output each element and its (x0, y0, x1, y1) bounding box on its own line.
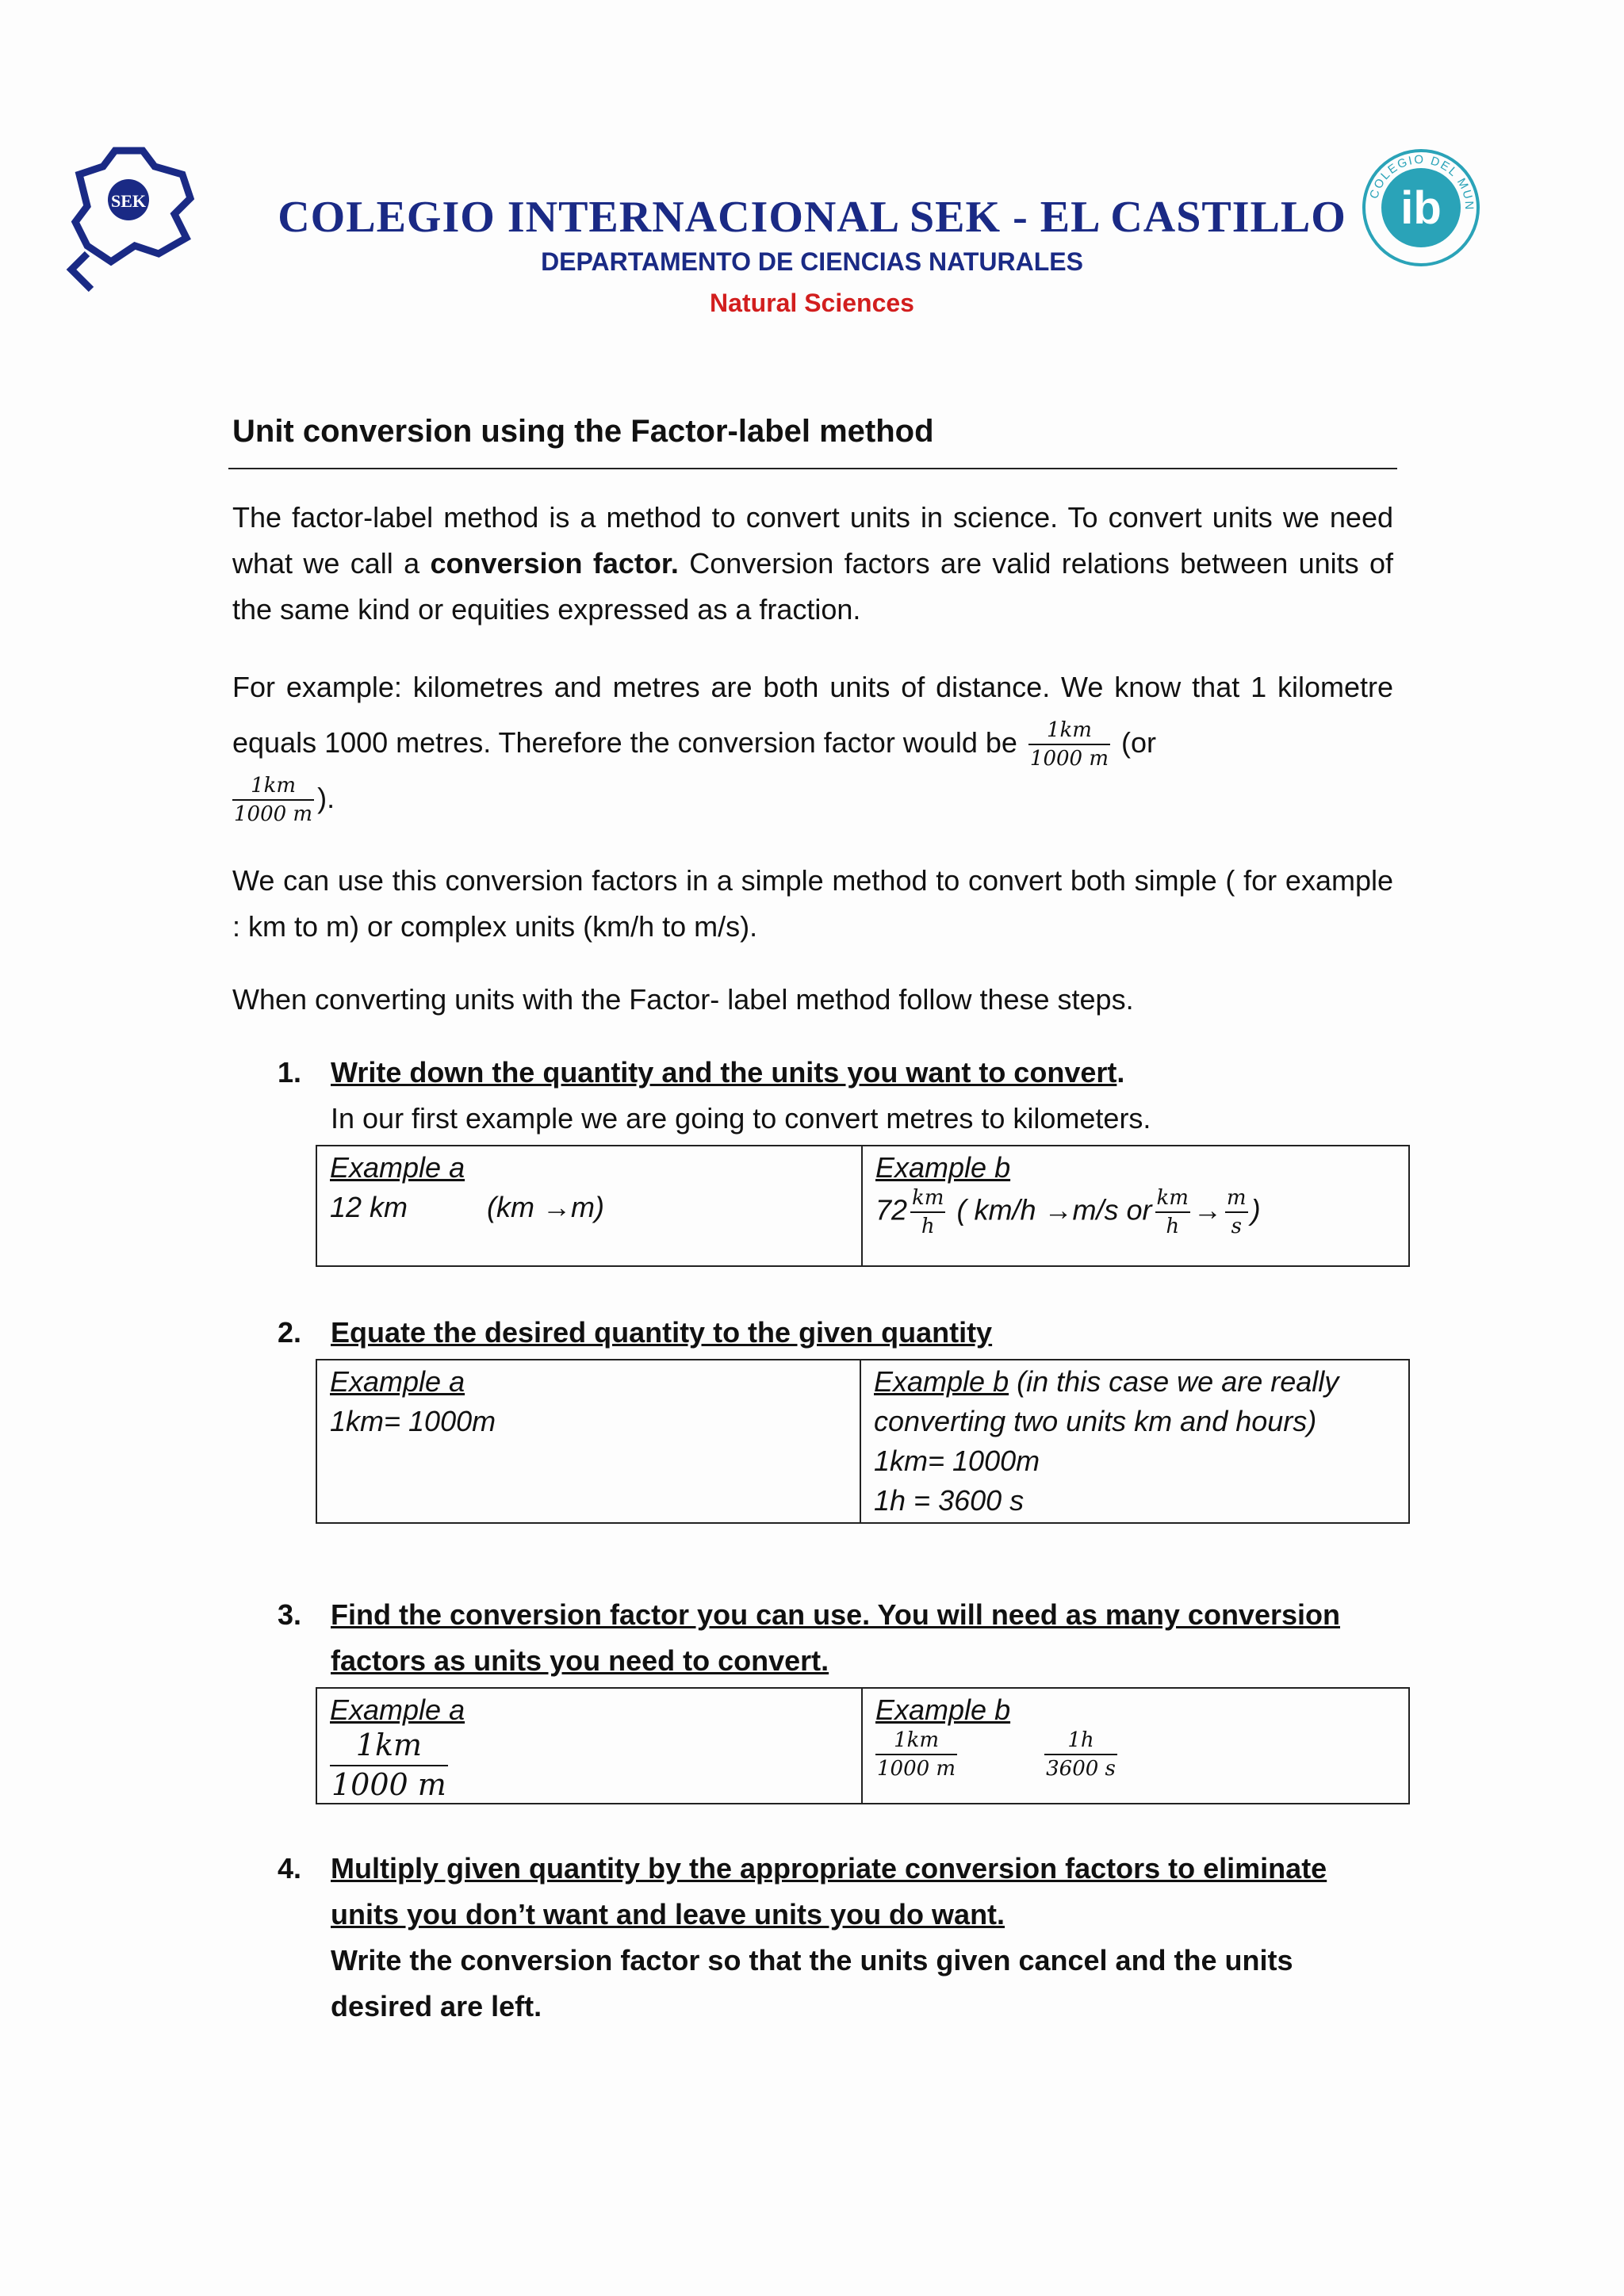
step-3-example-b: Example b $\frac{1km}{1000 m}$ $\frac{1h}{3600 s}$ (862, 1688, 1409, 1804)
step-1-example-a: Example a 12 km (km →m) (316, 1146, 862, 1266)
step-2-table (316, 1359, 1410, 1524)
step-1-note: In our first example we are going to convert metres to kilometers. (331, 1102, 1151, 1135)
step-1-example-b: Example b 72 $\frac{km}{h}$ ( km/h →m/s or $\frac{km}{h}$ → $\frac{m}{s}$ ) (862, 1146, 1409, 1266)
intro-paragraph-4: When converting units with the Factor- label method follow these steps. (232, 983, 1134, 1016)
department-name: DEPARTAMENTO DE CIENCIAS NATURALES (541, 247, 1083, 276)
svg-text:SEK: SEK (110, 191, 147, 211)
conversion-fraction-alt: $\frac{1km}{1000 m}$ (234, 774, 313, 827)
step-4-subtext: Write the conversion factor so that the units given cancel and the units desired are left. (331, 1944, 1293, 2022)
svg-text:ib: ib (1400, 182, 1442, 234)
step-1-table (316, 1145, 1410, 1267)
document-title: Unit conversion using the Factor-label method (232, 414, 934, 449)
step-2-example-b: Example b (in this case we are really converting two units km and hours) 1km= 1000m 1h = 3600 s (860, 1360, 1409, 1523)
step-3-table (316, 1687, 1410, 1804)
svg-text:COLEGIO DEL MUNDO: COLEGIO DEL MUN (1367, 152, 1477, 212)
subject-name: Natural Sciences (710, 289, 914, 317)
intro-paragraph-1: The factor-label method is a method to convert units in science. To convert units we need what we call a conversion factor. Conversion factors are valid relations between units of the same kind or equities expressed as a fraction. (232, 501, 1393, 626)
conversion-fraction: $\frac{1km}{1000 m}$ (1029, 718, 1109, 771)
school-name: COLEGIO INTERNACIONAL SEK - EL CASTILLO (278, 193, 1346, 242)
step-2-example-a: Example a 1km= 1000m (316, 1360, 860, 1523)
title-divider (228, 468, 1397, 469)
step-3-example-a: Example a $\frac{1km}{1000 m}$ (316, 1688, 862, 1804)
intro-paragraph-2: For example: kilometres and metres are both units of distance. We know that 1 kilometre equals 1000 metres. Therefore the conversion factor would be $\frac{1km}{1000 m}$ (or $\frac{1km}{1000 m}$ ). (232, 671, 1393, 827)
intro-paragraph-3: We can use this conversion factors in a simple method to convert both simple ( for example : km to m) or complex units (km/h to m/s). (232, 864, 1393, 943)
